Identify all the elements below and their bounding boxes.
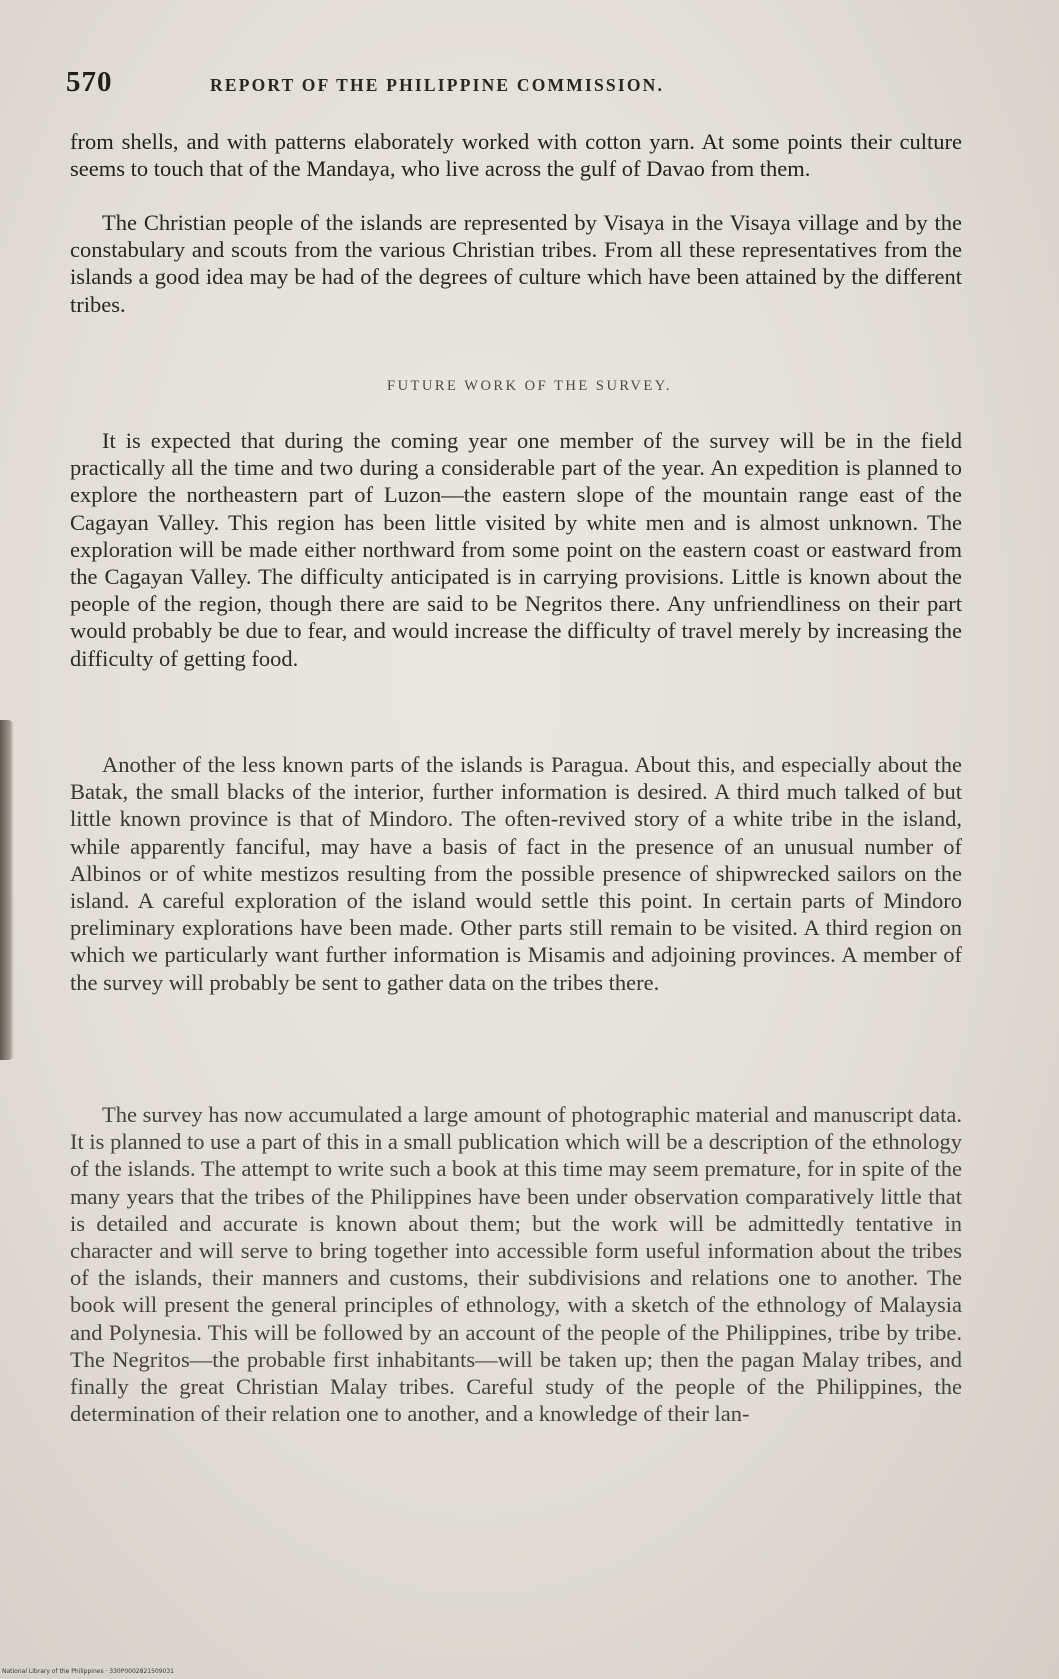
section-heading: FUTURE WORK OF THE SURVEY. bbox=[387, 378, 672, 394]
paragraph-4: Another of the less known parts of the islands is Paragua. About this, and especially about the Batak, the small blacks of the interior, further information is desired. A third much talked of but little known province is that of Mindoro. The often-revived story of a white tribe in the island, while apparently fanciful, may have a basis of fact in the presence of an unusual number of Albinos or of white mestizos resulting from the possible presence of shipwrecked sailors on the island. A careful exploration of the island would settle this point. In certain parts of Mindoro preliminary explorations have been made. Other parts still remain to be visited. A third region on which we particularly want further information is Misamis and adjoining provinces. A member of the survey will probably be sent to gather data on the tribes there. bbox=[70, 752, 962, 995]
page-number: 570 bbox=[66, 66, 113, 98]
page-header bbox=[66, 66, 966, 106]
paragraph-5: The survey has now accumulated a large amount of photographic material and manuscript data. It is planned to use a part of this in a small publication which will be a description of the ethnology of the islands. The attempt to write such a book at this time may seem premature, for in spite of the many years that the tribes of the Philippines have been under observation comparatively little that is detailed and accurate is known about them; but the work will be admittedly tentative in character and will serve to bring together into accessible form useful information about the tribes of the islands, their manners and customs, their subdivisions and relations one to another. The book will present the general principles of ethnology, with a sketch of the ethnology of Malaysia and Polynesia. This will be followed by an account of the people of the Philippines, tribe by tribe. The Negritos—the probable first inhabitants—will be taken up; then the pagan Malay tribes, and finally the great Christian Malay tribes. Careful study of the people of the Philippines, the determination of their relation one to another, and a knowledge of their lan- bbox=[70, 1102, 962, 1427]
paragraph-1: from shells, and with patterns elaborately worked with cotton yarn. At some points their culture seems to touch that of the Mandaya, who live across the gulf of Davao from them. bbox=[70, 129, 962, 182]
scan-source-note: National Library of the Philippines · 330P0002821509031 bbox=[2, 1668, 174, 1675]
paragraph-2: The Christian people of the islands are represented by Visaya in the Visaya village and by the constabulary and scouts from the various Christian tribes. From all these representatives from the islands a good idea may be had of the degrees of culture which have been attained by the different tribes. bbox=[70, 210, 962, 317]
paragraph-3: It is expected that during the coming year one member of the survey will be in the field practically all the time and two during a considerable part of the year. An expedition is planned to explore the northeastern part of Luzon—the eastern slope of the mountain range east of the Cagayan Valley. This region has been little visited by white men and is almost unknown. The exploration will be made either northward from some point on the eastern coast or eastward from the Cagayan Valley. The difficulty anticipated is in carrying provisions. Little is known about the people of the region, though there are said to be Negritos there. Any unfriendliness on their part would probably be due to fear, and would increase the difficulty of travel merely by increasing the difficulty of getting food. bbox=[70, 428, 962, 671]
running-title: REPORT OF THE PHILIPPINE COMMISSION. bbox=[210, 75, 665, 95]
binding-edge-shadow bbox=[0, 720, 14, 1060]
